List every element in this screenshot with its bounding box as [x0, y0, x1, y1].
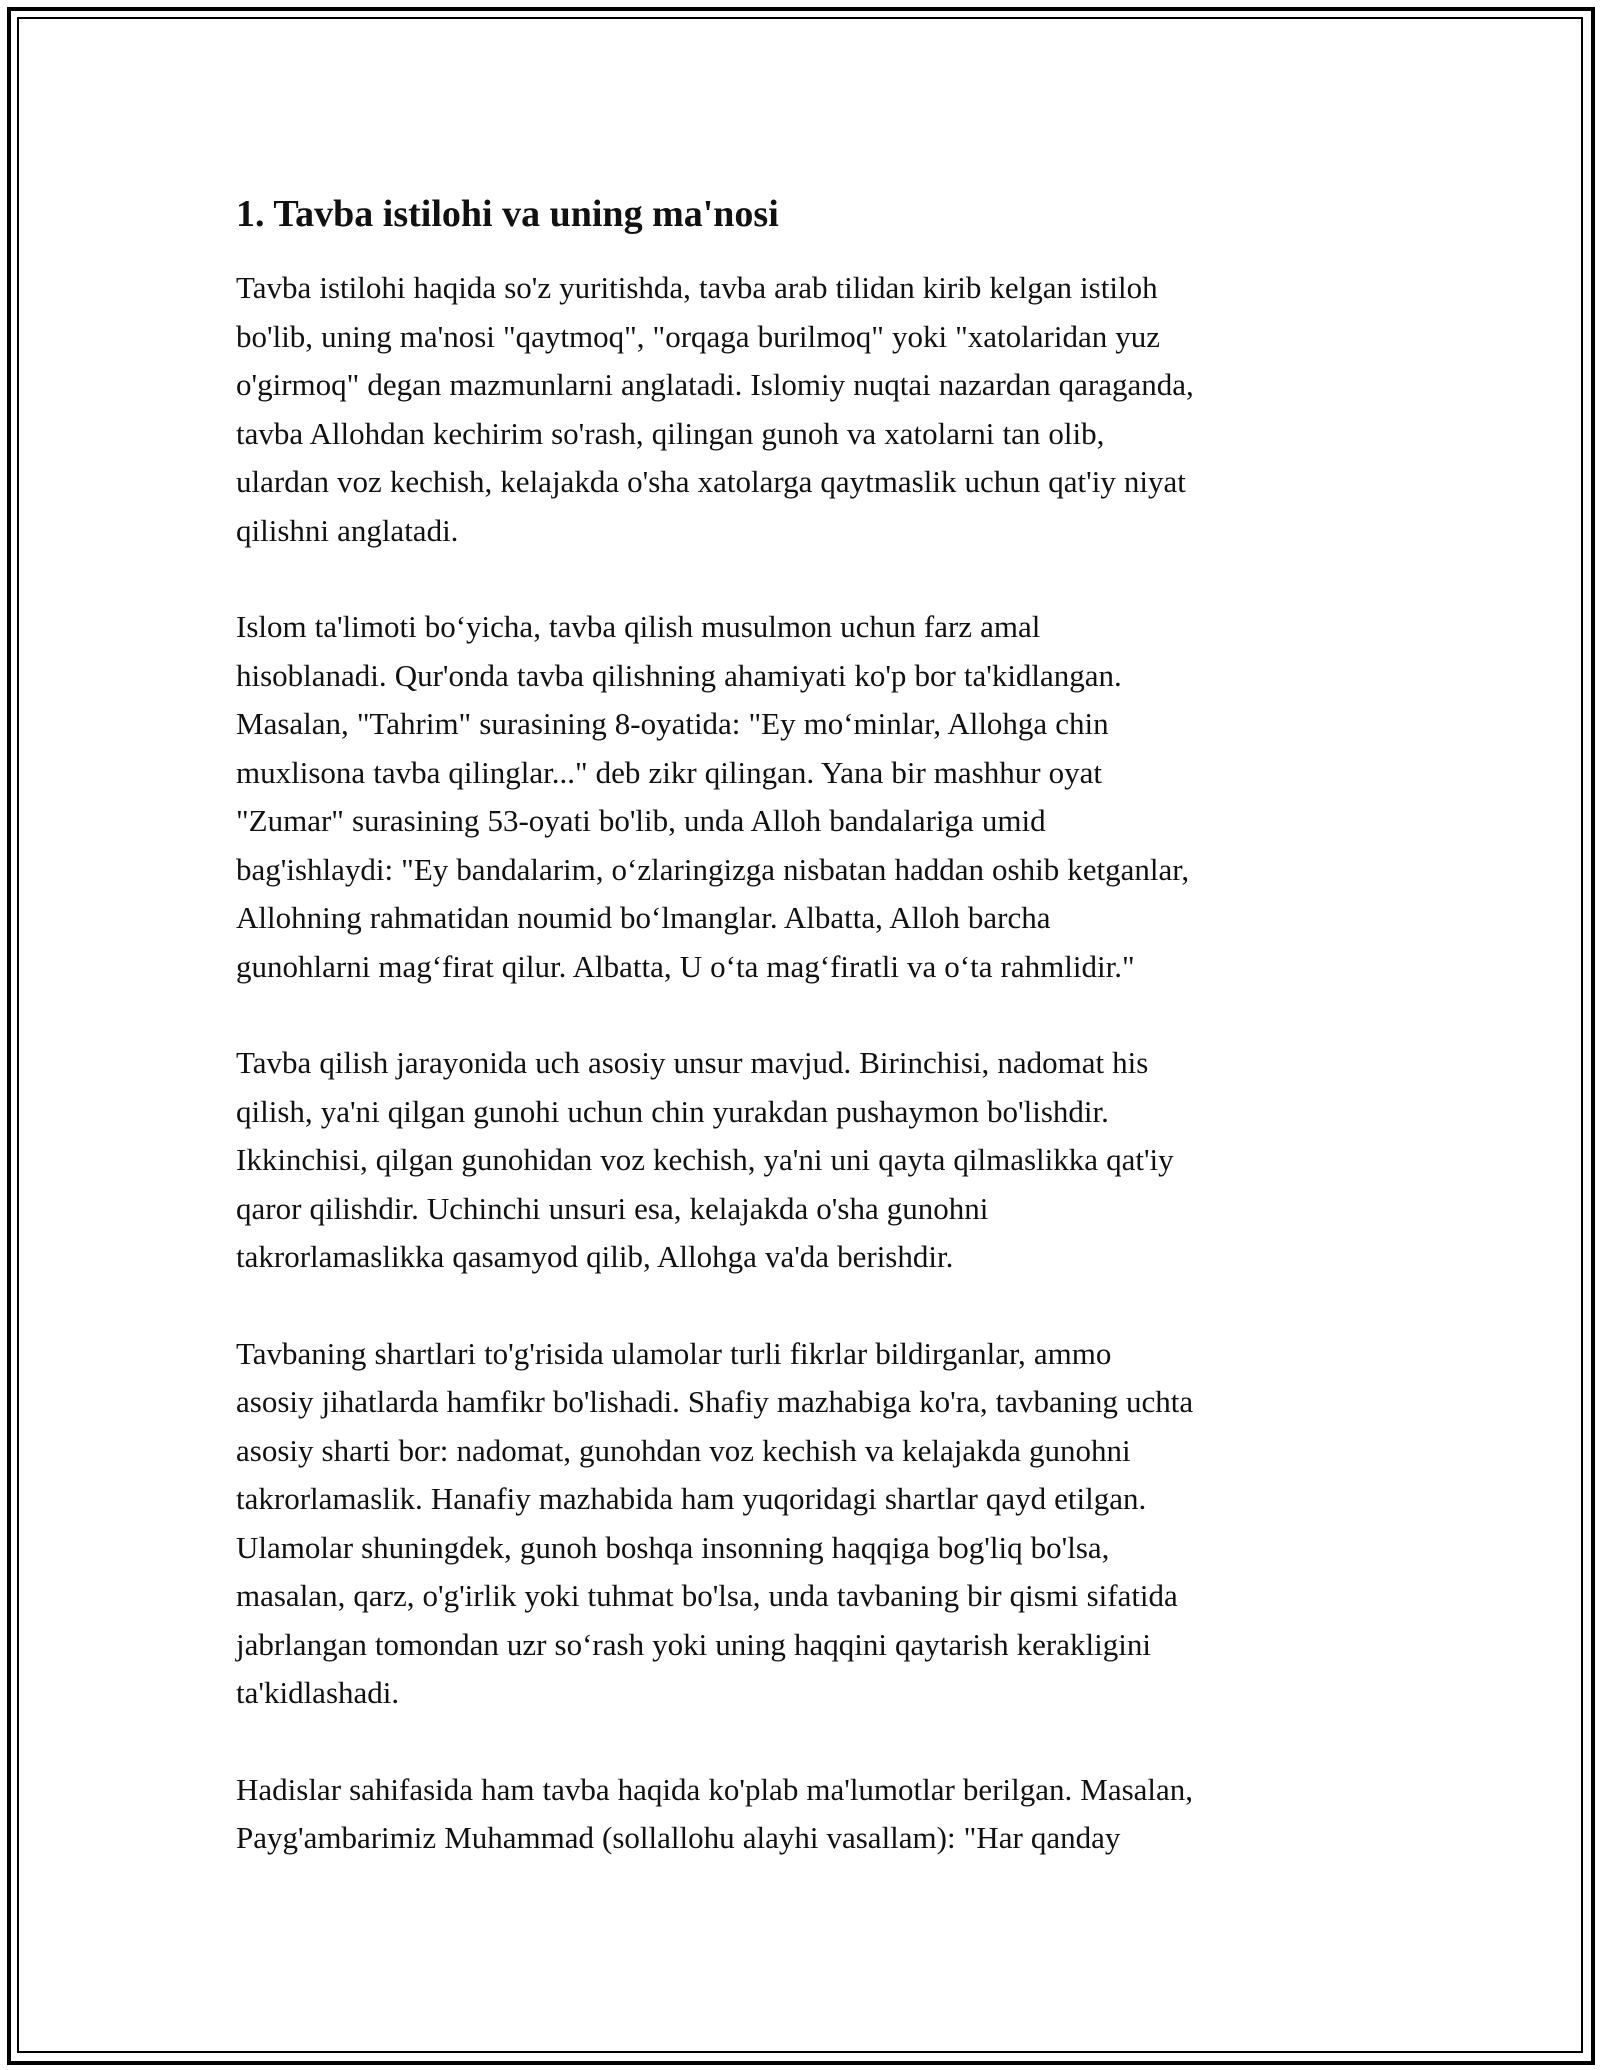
paragraph-list: [236, 264, 1376, 1863]
text-line: gunohlarni mag‘firat qilur. Albatta, U o‘ta mag‘firatli va o‘ta rahmlidir.": [236, 948, 1135, 984]
text-line: tavba Allohdan kechirim so'rash, qilingan gunoh va xatolarni tan olib,: [236, 415, 1105, 451]
paragraph: [236, 1766, 1376, 1863]
text-line: ulardan voz kechish, kelajakda o'sha xatolarga qaytmaslik uchun qat'iy niyat: [236, 464, 1186, 499]
text-line: bag'ishlaydi: "Ey bandalarim, o‘zlaringizga nisbatan haddan oshib ketganlar,: [236, 851, 1190, 887]
text-line: qilishni anglatadi.: [236, 512, 459, 548]
text-line: Tavba qilish jarayonida uch asosiy unsur mavjud. Birinchisi, nadomat his: [236, 1045, 1149, 1080]
text-line: Hadislar sahifasida ham tavba haqida ko'plab ma'lumotlar berilgan. Masalan,: [236, 1771, 1194, 1807]
text-line: bo'lib, uning ma'nosi "qaytmoq", "orqaga burilmoq" yoki "xatolaridan yuz: [236, 318, 1161, 354]
paragraph: [236, 264, 1376, 555]
text-line: asosiy sharti bor: nadomat, gunohdan voz kechish va kelajakda gunohni: [236, 1432, 1131, 1468]
text-line: ta'kidlashadi.: [236, 1675, 400, 1710]
paragraph: [236, 1330, 1376, 1718]
text-line: Ulamolar shuningdek, gunoh boshqa insonning haqqiga bog'liq bo'lsa,: [236, 1529, 1110, 1565]
text-line: takrorlamaslik. Hanafiy mazhabida ham yuqoridagi shartlar qayd etilgan.: [236, 1481, 1147, 1516]
paragraph: [236, 603, 1376, 991]
text-line: asosiy jihatlarda hamfikr bo'lishadi. Shafiy mazhabiga ko'ra, tavbaning uchta: [236, 1384, 1194, 1419]
text-line: muxlisona tavba qilinglar..." deb zikr qilingan. Yana bir mashhur oyat: [236, 754, 1102, 790]
text-line: "Zumar" surasining 53-oyati bo'lib, unda Alloh bandalariga umid: [236, 803, 1046, 838]
text-line: Allohning rahmatidan noumid bo‘lmanglar. Albatta, Alloh barcha: [236, 900, 1051, 935]
document-body: [236, 186, 1376, 1911]
text-line: jabrlangan tomondan uzr so‘rash yoki uning haqqini qaytarish kerakligini: [236, 1626, 1151, 1662]
text-line: o'girmoq" degan mazmunlarni anglatadi. Islomiy nuqtai nazardan qaraganda,: [236, 367, 1194, 402]
text-line: Ikkinchisi, qilgan gunohidan voz kechish, ya'ni uni qayta qilmaslikka qat'iy: [236, 1142, 1174, 1177]
text-line: hisoblanadi. Qur'onda tavba qilishning ahamiyati ko'p bor ta'kidlangan.: [236, 657, 1122, 693]
text-line: Masalan, "Tahrim" surasining 8-oyatida: "Ey mo‘minlar, Allohga chin: [236, 706, 1109, 741]
text-line: masalan, qarz, o'g'irlik yoki tuhmat bo'lsa, unda tavbaning bir qismi sifatida: [236, 1578, 1178, 1613]
text-line: takrorlamaslikka qasamyod qilib, Allohga va'da berishdir.: [236, 1239, 954, 1274]
text-line: Payg'ambarimiz Muhammad (sollallohu alayhi vasallam): "Har qanday: [236, 1820, 1121, 1855]
text-line: qaror qilishdir. Uchinchi unsuri esa, kelajakda o'sha gunohni: [236, 1190, 989, 1226]
paragraph: [236, 1039, 1376, 1282]
text-line: Tavbaning shartlari to'g'risida ulamolar turli fikrlar bildirganlar, ammo: [236, 1335, 1112, 1371]
section-heading: 1. Tavba istilohi va uning ma'nosi: [236, 193, 779, 235]
text-line: Islom ta'limoti bo‘yicha, tavba qilish musulmon uchun farz amal: [236, 609, 1041, 644]
text-line: Tavba istilohi haqida so'z yuritishda, tavba arab tilidan kirib kelgan istiloh: [236, 270, 1158, 305]
text-line: qilish, ya'ni qilgan gunohi uchun chin yurakdan pushaymon bo'lishdir.: [236, 1093, 1109, 1129]
